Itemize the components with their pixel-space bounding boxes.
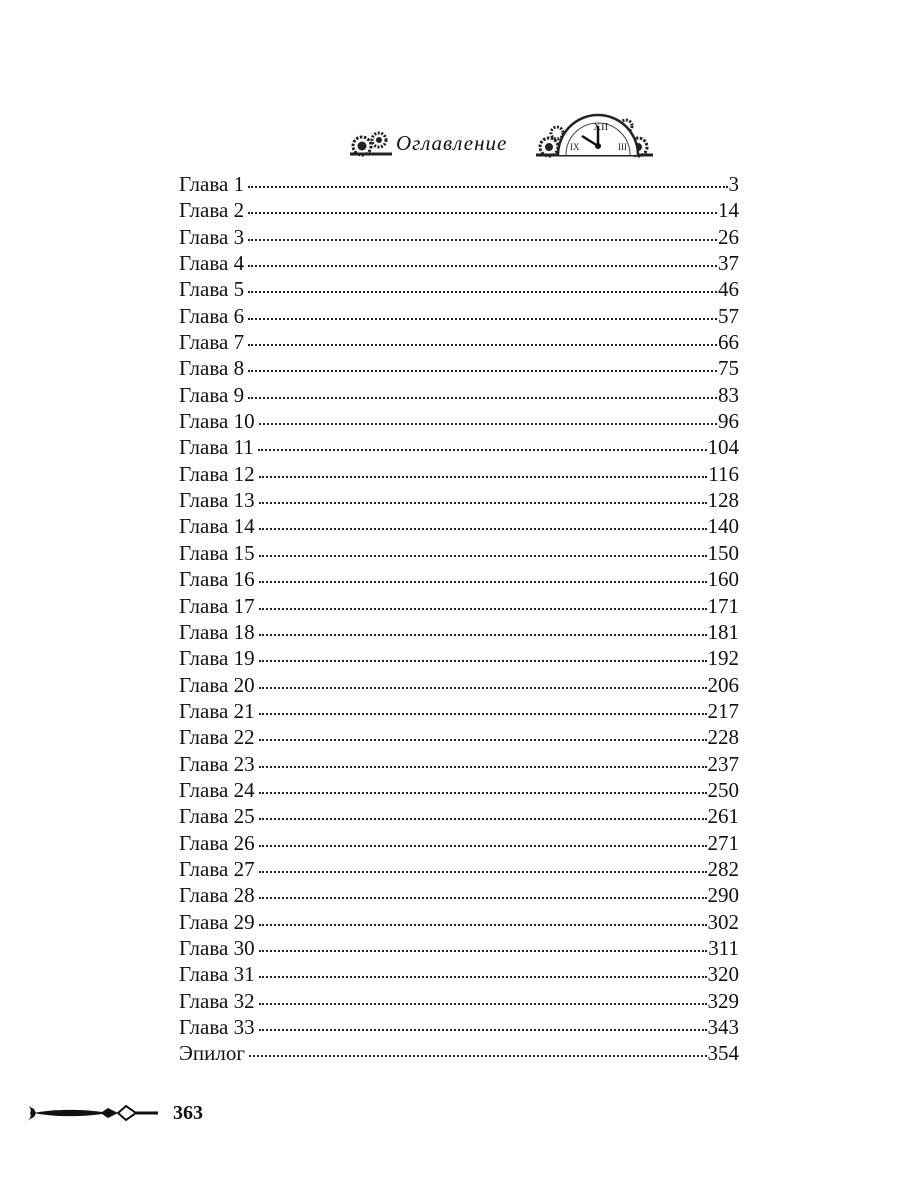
toc-entry-label: Глава 19 <box>179 646 255 671</box>
toc-dot-leader <box>249 1040 707 1060</box>
toc-dot-leader <box>259 672 707 692</box>
toc-entry-label: Глава 22 <box>179 725 255 750</box>
toc-entry-label: Глава 15 <box>179 540 255 565</box>
table-of-contents <box>179 171 739 1067</box>
toc-entry-label: Глава 27 <box>179 856 255 881</box>
toc-dot-leader <box>259 645 707 665</box>
svg-text:III: III <box>618 142 627 152</box>
toc-entry <box>179 1040 739 1066</box>
toc-entry <box>179 487 739 513</box>
toc-entry-label: Глава 7 <box>179 330 245 355</box>
toc-entry-page: 14 <box>718 198 739 223</box>
toc-entry <box>179 619 739 645</box>
toc-entry-label: Глава 32 <box>179 988 255 1013</box>
toc-dot-leader <box>259 513 707 533</box>
page-title: Оглавление <box>396 131 508 155</box>
toc-entry <box>179 777 739 803</box>
toc-entry-page: 302 <box>707 909 739 934</box>
toc-entry-page: 66 <box>718 330 739 355</box>
svg-text:XII: XII <box>593 121 609 133</box>
toc-entry-page: 46 <box>718 277 739 302</box>
toc-dot-leader <box>248 303 717 323</box>
toc-entry-label: Глава 18 <box>179 619 255 644</box>
toc-dot-leader <box>248 276 717 296</box>
toc-entry <box>179 961 739 987</box>
toc-entry <box>179 882 739 908</box>
toc-dot-leader <box>259 935 708 955</box>
toc-entry <box>179 1014 739 1040</box>
clock-hand-icon <box>22 1098 162 1128</box>
page-footer <box>22 1098 242 1134</box>
toc-entry <box>179 698 739 724</box>
toc-dot-leader <box>259 961 707 981</box>
toc-entry-label: Глава 1 <box>179 172 245 196</box>
toc-entry <box>179 935 739 961</box>
toc-entry <box>179 408 739 434</box>
toc-dot-leader <box>259 487 707 507</box>
toc-dot-leader <box>259 751 707 771</box>
toc-entry-label: Глава 10 <box>179 409 255 434</box>
toc-entry-label: Глава 4 <box>179 251 245 276</box>
toc-entry-label: Глава 29 <box>179 909 255 934</box>
toc-entry <box>179 461 739 487</box>
toc-entry-page: 128 <box>707 488 739 513</box>
toc-entry <box>179 250 739 276</box>
toc-entry-label: Глава 20 <box>179 672 255 697</box>
toc-dot-leader <box>259 777 707 797</box>
toc-entry-page: 116 <box>708 461 739 486</box>
toc-entry-page: 160 <box>707 567 739 592</box>
toc-entry-label: Глава 21 <box>179 698 255 723</box>
toc-entry-label: Глава 24 <box>179 777 255 802</box>
toc-dot-leader <box>259 830 707 850</box>
toc-entry-label: Глава 3 <box>179 224 245 249</box>
toc-entry <box>179 355 739 381</box>
toc-entry-page: 206 <box>707 672 739 697</box>
toc-entry-label: Глава 25 <box>179 804 255 829</box>
toc-entry-page: 57 <box>718 303 739 328</box>
toc-entry <box>179 197 739 223</box>
toc-entry-page: 261 <box>707 804 739 829</box>
toc-entry-page: 311 <box>708 935 739 960</box>
toc-entry-page: 250 <box>707 777 739 802</box>
toc-dot-leader <box>259 408 717 428</box>
toc-entry-label: Глава 26 <box>179 830 255 855</box>
toc-entry <box>179 303 739 329</box>
toc-entry-label: Глава 2 <box>179 198 245 223</box>
toc-entry-label: Глава 14 <box>179 514 255 539</box>
toc-entry <box>179 645 739 671</box>
toc-dot-leader <box>248 355 717 375</box>
toc-entry-page: 37 <box>718 251 739 276</box>
toc-entry-page: 181 <box>707 619 739 644</box>
toc-entry-label: Эпилог <box>179 1041 245 1066</box>
toc-entry-label: Глава 13 <box>179 488 255 513</box>
toc-entry-page: 320 <box>707 962 739 987</box>
toc-entry-page: 282 <box>707 856 739 881</box>
toc-entry-page: 83 <box>718 382 739 407</box>
toc-entry-page: 354 <box>707 1041 739 1066</box>
toc-entry-label: Глава 17 <box>179 593 255 618</box>
gears-icon <box>350 133 392 155</box>
toc-entry-label: Глава 9 <box>179 382 245 407</box>
toc-entry <box>179 540 739 566</box>
toc-dot-leader <box>259 882 707 902</box>
toc-dot-leader <box>248 250 717 270</box>
toc-entry-label: Глава 33 <box>179 1015 255 1039</box>
toc-entry-page: 150 <box>707 540 739 565</box>
toc-entry <box>179 672 739 698</box>
toc-entry <box>179 751 739 777</box>
toc-entry <box>179 988 739 1014</box>
toc-entry <box>179 329 739 355</box>
toc-dot-leader <box>248 197 717 217</box>
toc-entry-label: Глава 12 <box>179 461 255 486</box>
toc-entry-page: 75 <box>718 356 739 381</box>
toc-entry-label: Глава 5 <box>179 277 245 302</box>
toc-entry <box>179 856 739 882</box>
toc-dot-leader <box>259 619 707 639</box>
toc-entry-label: Глава 28 <box>179 883 255 908</box>
toc-entry-page: 228 <box>707 725 739 750</box>
toc-dot-leader <box>258 434 707 454</box>
toc-entry <box>179 909 739 935</box>
toc-dot-leader <box>259 540 707 560</box>
toc-dot-leader <box>248 329 717 349</box>
toc-entry-label: Глава 16 <box>179 567 255 592</box>
toc-entry-page: 290 <box>707 883 739 908</box>
toc-entry <box>179 513 739 539</box>
toc-entry-label: Глава 11 <box>179 435 254 460</box>
toc-entry <box>179 171 739 197</box>
toc-dot-leader <box>248 171 727 191</box>
toc-dot-leader <box>259 803 707 823</box>
toc-entry-page: 140 <box>707 514 739 539</box>
toc-dot-leader <box>259 461 708 481</box>
toc-dot-leader <box>259 566 707 586</box>
toc-entry-label: Глава 30 <box>179 935 255 960</box>
svg-text:IX: IX <box>570 142 580 152</box>
toc-entry-page: 3 <box>728 172 739 196</box>
toc-entry-page: 104 <box>707 435 739 460</box>
toc-dot-leader <box>259 593 707 613</box>
toc-entry <box>179 593 739 619</box>
toc-entry-page: 96 <box>718 409 739 434</box>
toc-entry <box>179 724 739 750</box>
toc-entry-page: 192 <box>707 646 739 671</box>
toc-entry <box>179 830 739 856</box>
clock-icon <box>558 115 638 155</box>
toc-entry <box>179 224 739 250</box>
toc-entry-label: Глава 6 <box>179 303 245 328</box>
toc-dot-leader <box>259 1014 707 1034</box>
toc-entry-page: 171 <box>707 593 739 618</box>
toc-dot-leader <box>259 724 707 744</box>
toc-entry-page: 217 <box>707 698 739 723</box>
toc-dot-leader <box>248 382 717 402</box>
toc-entry <box>179 434 739 460</box>
toc-dot-leader <box>259 988 707 1008</box>
toc-entry-page: 329 <box>707 988 739 1013</box>
toc-entry <box>179 382 739 408</box>
toc-entry <box>179 803 739 829</box>
toc-dot-leader <box>259 856 707 876</box>
toc-entry-page: 343 <box>707 1015 739 1039</box>
toc-entry-page: 237 <box>707 751 739 776</box>
toc-entry-label: Глава 31 <box>179 962 255 987</box>
page-number: 363 <box>173 1102 203 1124</box>
toc-entry-label: Глава 8 <box>179 356 245 381</box>
toc-entry-label: Глава 23 <box>179 751 255 776</box>
toc-entry <box>179 566 739 592</box>
toc-entry-page: 26 <box>718 224 739 249</box>
toc-entry <box>179 276 739 302</box>
toc-heading <box>348 100 658 162</box>
toc-dot-leader <box>259 698 707 718</box>
toc-dot-leader <box>259 909 707 929</box>
toc-entry-page: 271 <box>707 830 739 855</box>
toc-dot-leader <box>248 224 717 244</box>
